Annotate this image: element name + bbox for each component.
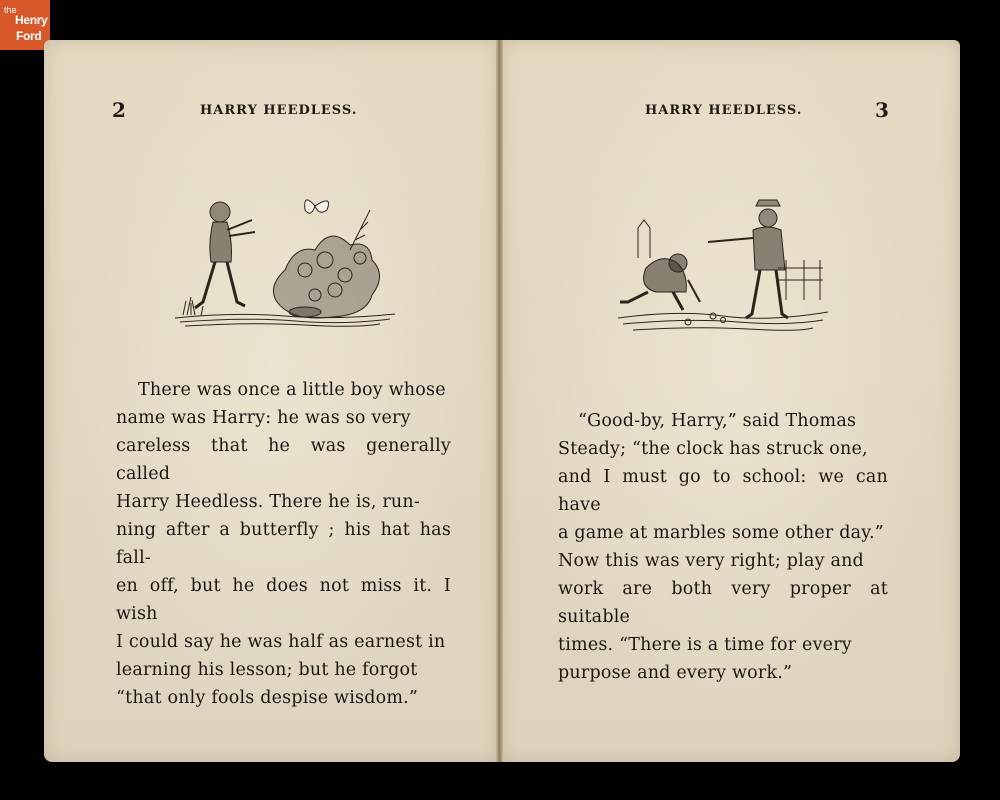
- text-line: “Good-by, Harry,” said Thomas: [578, 411, 857, 431]
- text-line: “that only fools despise wisdom.”: [116, 688, 419, 708]
- right-body-text: [558, 407, 888, 687]
- text-line: purpose and every work.”: [558, 663, 793, 683]
- right-page-number: 3: [875, 98, 889, 122]
- logo-word-henry: Henry: [15, 13, 48, 27]
- text-line: name was Harry: he was so very: [116, 408, 411, 428]
- text-line: careless that he was generally called: [116, 436, 451, 484]
- boys-playing-marbles-illustration: [618, 198, 828, 338]
- text-line: Steady; “the clock has struck one,: [558, 439, 868, 459]
- text-line: a game at marbles some other day.”: [558, 523, 884, 543]
- text-line: I could say he was half as earnest in: [116, 632, 446, 652]
- left-page-number: 2: [112, 98, 126, 122]
- text-line: and I must go to school: we can have: [558, 467, 888, 515]
- book-gutter: [496, 40, 503, 762]
- text-line: ning after a butterfly ; his hat has fall-: [116, 520, 451, 568]
- text-line: en off, but he does not miss it. I wish: [116, 576, 451, 624]
- left-body-text: [116, 376, 451, 712]
- text-line: Harry Heedless. There he is, run-: [116, 492, 420, 512]
- text-line: times. “There is a time for every: [558, 635, 852, 655]
- text-line: There was once a little boy whose: [138, 380, 446, 400]
- text-line: Now this was very right; play and: [558, 551, 864, 571]
- right-running-head: HARRY HEEDLESS.: [645, 103, 803, 118]
- logo-word-ford: Ford: [16, 29, 42, 43]
- text-line: learning his lesson; but he forgot: [116, 660, 418, 680]
- boy-chasing-butterfly-illustration: [175, 190, 395, 330]
- henry-ford-logo: [0, 0, 50, 50]
- logo-word-the: the: [4, 5, 17, 15]
- text-line: work are both very proper at suitable: [558, 579, 888, 627]
- left-running-head: HARRY HEEDLESS.: [200, 103, 358, 118]
